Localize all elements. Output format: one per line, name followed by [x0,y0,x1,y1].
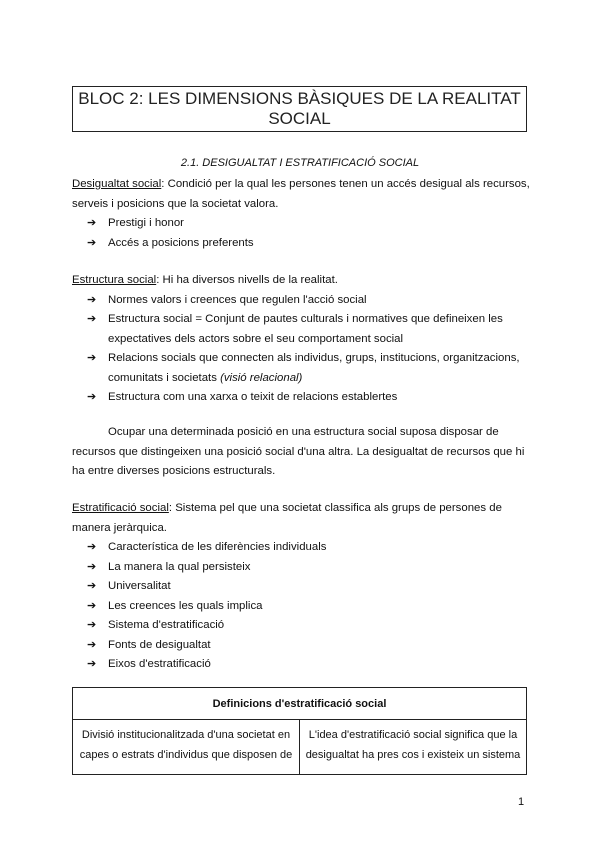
table-row [73,720,526,774]
list-item: ➔ Sistema d'estratificació [72,616,530,636]
arrow-icon: ➔ [87,658,97,670]
arrow-icon: ➔ [87,236,97,249]
arrow-icon: ➔ [87,391,97,403]
arrow-icon: ➔ [87,352,97,364]
arrow-icon: ➔ [87,293,97,306]
estratificacio-list [72,538,530,675]
arrow-icon: ➔ [87,313,97,325]
desigualtat-section [72,175,530,253]
estratificacio-definition: Estratificació social: Sistema pel que una societat classifica als grups de persones de manera jeràrquica. [72,502,502,534]
list-item: ➔ Les creences les quals implica [72,597,530,617]
page-number: 1 [518,796,525,808]
estructura-section [72,271,530,408]
list-item: ➔ Universalitat [72,577,530,597]
arrow-icon: ➔ [87,580,97,592]
estratificacio-term: Estratificació social [72,502,169,514]
list-item: ➔ Normes valors i creences que regulen l'acció social [72,291,530,311]
desigualtat-list [72,214,530,253]
arrow-icon: ➔ [87,217,97,229]
list-item: ➔ Estructura social = Conjunt de pautes culturals i normatives que defineixen les expectatives dels actors sobre el seu comportament social [72,310,530,349]
definitions-table [72,687,527,775]
arrow-icon: ➔ [87,599,97,612]
list-item: ➔ La manera la qual persisteix [72,558,530,578]
table-cell-left: Divisió institucionalitzada d'una societat en capes o estrats d'individus que disposen de [79,729,293,761]
table-cell-right: L'idea d'estratificació social significa que la desigualtat ha pres cos i existeix un sistema [299,720,526,774]
arrow-icon: ➔ [87,619,97,631]
list-item: ➔ Característica de les diferències individuals [72,538,530,558]
body-paragraph: Ocupar una determinada posició en una estructura social suposa disposar de recursos que distingeixen una posició social d'una altra. La desigualtat de recursos que hi ha entre diverses posicions estructurals. [72,426,525,477]
list-item: ➔ Prestigi i honor [72,214,530,234]
list-item: ➔ Eixos d'estratificació [72,655,530,675]
list-item: ➔ Fonts de desigualtat [72,636,530,656]
estructura-list [72,291,530,408]
estratificacio-section [72,499,530,675]
estructura-term: Estructura social [72,274,157,286]
table-header: Definicions d'estratificació social [73,688,526,720]
arrow-icon: ➔ [87,560,97,573]
list-item: ➔ Relacions socials que connecten als individus, grups, institucions, organitzacions, comunitats i societats (visió relacional) [72,349,530,388]
arrow-icon: ➔ [87,638,97,651]
list-item: ➔ Accés a posicions preferents [72,234,530,254]
arrow-icon: ➔ [87,541,97,553]
desigualtat-definition: Desigualtat social: Condició per la qual les persones tenen un accés desigual als recursos, serveis i posicions que la societat valora. [72,178,530,210]
section-subtitle: 2.1. DESIGUALTAT I ESTRATIFICACIÓ SOCIAL [180,157,420,169]
document-title: BLOC 2: LES DIMENSIONS BÀSIQUES DE LA REALITAT SOCIAL [72,86,527,132]
desigualtat-term: Desigualtat social [72,178,162,190]
estructura-definition: Estructura social: Hi ha diversos nivells de la realitat. [72,274,338,286]
list-item: ➔ Estructura com una xarxa o teixit de relacions establertes [72,388,530,408]
